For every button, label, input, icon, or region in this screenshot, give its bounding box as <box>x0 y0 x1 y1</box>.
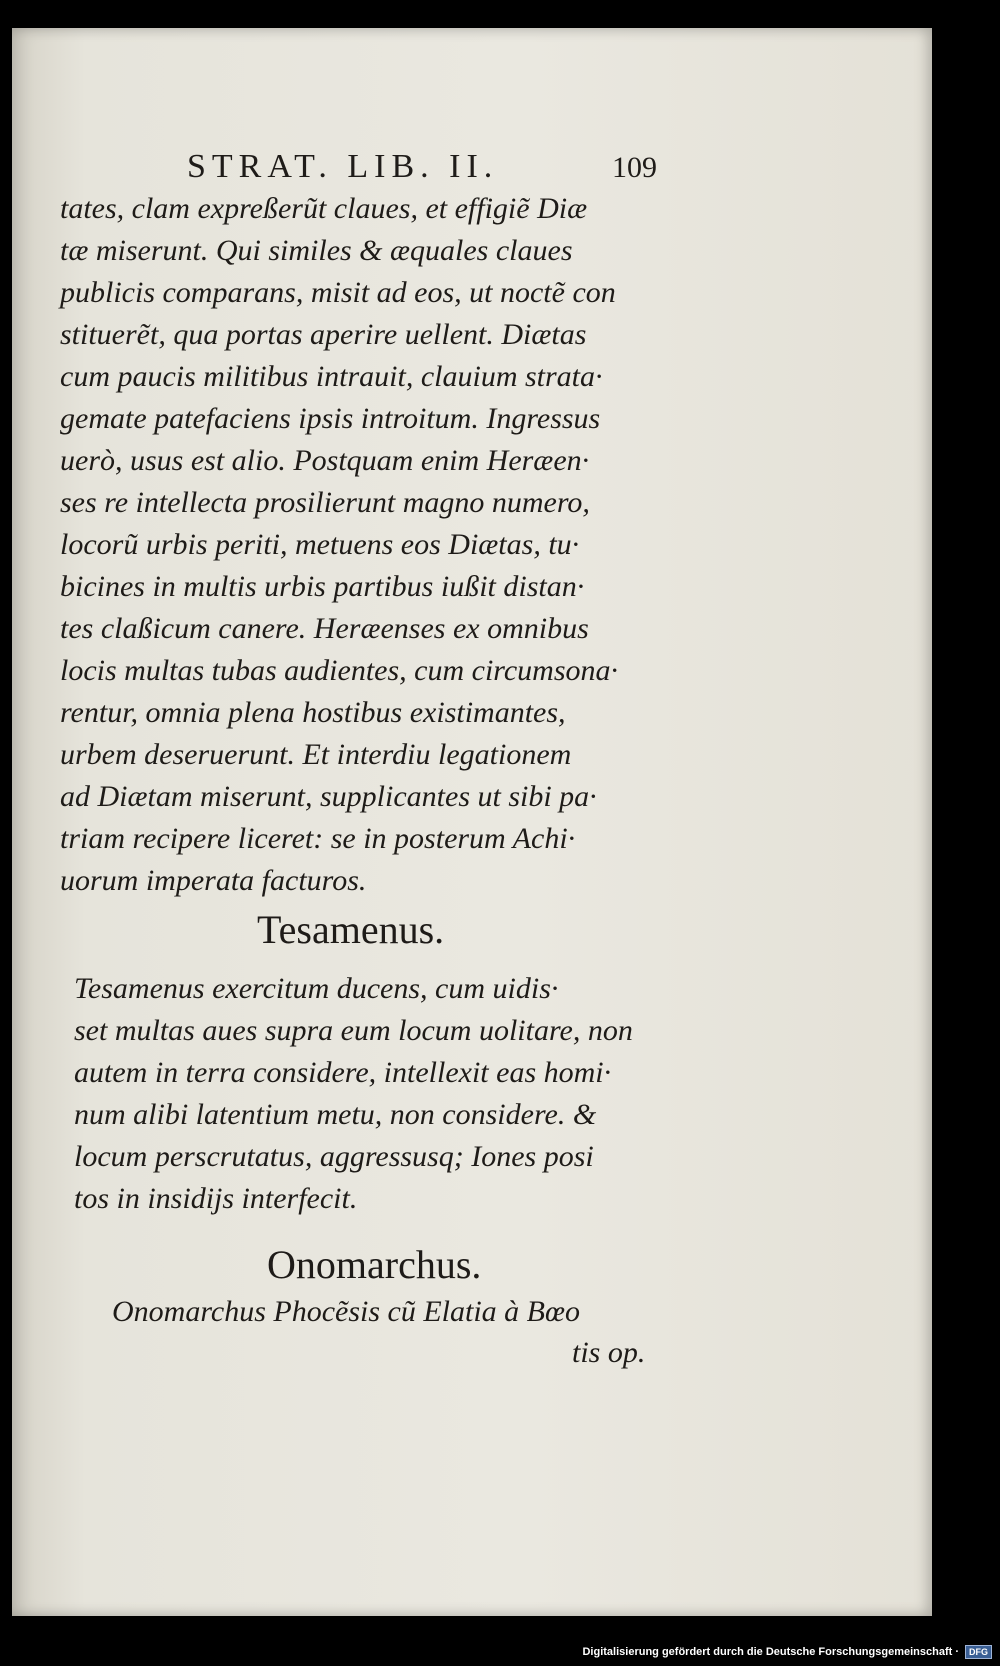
text-line: locis multas tubas audientes, cum circumsona· <box>60 654 619 687</box>
page-number: 109 <box>612 151 657 184</box>
text-line: cum paucis militibus intrauit, clauium strata· <box>60 360 603 393</box>
body-text-onomarchus <box>112 1291 752 1333</box>
text-line: Onomarchus Phocẽsis cũ Elatia à Bœo <box>112 1295 581 1328</box>
text-line: rentur, omnia plena hostibus existimantes, <box>60 696 566 729</box>
digitization-credit <box>582 1642 992 1662</box>
text-line: ses re intellecta prosilierunt magno numero, <box>60 486 590 519</box>
text-line: autem in terra considere, intellexit eas homi· <box>74 1056 612 1089</box>
text-line: tates, clam expreßerũt claues, et effigiẽ Diæ <box>60 192 588 225</box>
text-line: tos in insidijs interfecit. <box>74 1182 358 1215</box>
text-line: ad Diætam miserunt, supplicantes ut sibi pa· <box>60 780 597 813</box>
catchword: tis op. <box>572 1336 646 1369</box>
text-line: urbem deseruerunt. Et interdiu legationem <box>60 738 572 771</box>
section-heading-tesamenus: Tesamenus. <box>257 907 445 952</box>
text-line: Tesamenus exercitum ducens, cum uidis· <box>74 972 559 1005</box>
text-line: uerò, usus est alio. Postquam enim Heræen· <box>60 444 590 477</box>
text-line: uorum imperata facturos. <box>60 864 367 897</box>
text-line: tes claßicum canere. Heræenses ex omnibus <box>60 612 589 645</box>
text-line: stituerẽt, qua portas aperire uellent. Diætas <box>60 318 587 351</box>
running-head: STRAT. LIB. II. <box>187 148 499 185</box>
body-text-tesamenus <box>74 968 714 1220</box>
dfg-logo-icon: DFG <box>965 1645 992 1659</box>
text-line: tæ miserunt. Qui similes & æquales claues <box>60 234 573 267</box>
text-line: num alibi latentium metu, non considere. & <box>74 1098 597 1131</box>
book-page <box>12 28 932 1616</box>
text-line: publicis comparans, misit ad eos, ut noctẽ con <box>60 276 616 309</box>
text-line: set multas aues supra eum locum uolitare, non <box>74 1014 633 1047</box>
credit-text: Digitalisierung gefördert durch die Deutsche Forschungsgemeinschaft · <box>582 1646 959 1658</box>
section-heading-onomarchus: Onomarchus. <box>267 1242 482 1287</box>
body-text-top <box>60 188 700 902</box>
text-line: locum perscrutatus, aggressusq; Iones posi <box>74 1140 594 1173</box>
text-line: gemate patefaciens ipsis introitum. Ingressus <box>60 402 601 435</box>
text-line: triam recipere liceret: se in posterum Achi· <box>60 822 576 855</box>
text-line: bicines in multis urbis partibus iußit distan· <box>60 570 585 603</box>
text-line: locorũ urbis periti, metuens eos Diætas, tu· <box>60 528 580 561</box>
